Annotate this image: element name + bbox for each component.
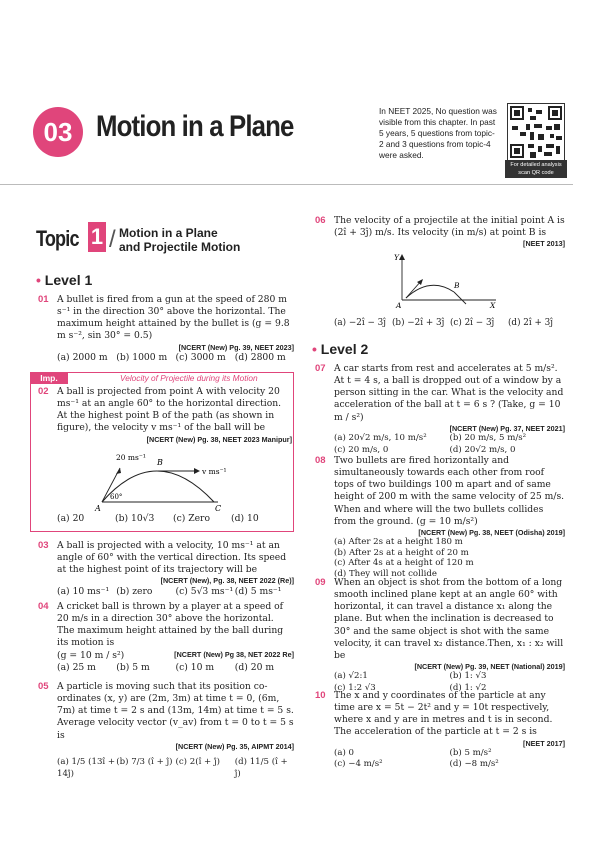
option-d[interactable]: (d) 1: √2 <box>449 682 487 693</box>
label-angle: 60° <box>110 493 123 501</box>
option-c[interactable]: (c) 2î − 3ĵ <box>450 318 495 328</box>
option-a[interactable]: (a) 10 ms⁻¹ <box>57 585 110 597</box>
option-b[interactable]: (b) After 2s at a height of 20 m <box>334 547 469 558</box>
options <box>57 586 294 598</box>
topic-name-line1: Motion in a Plane <box>119 226 218 240</box>
topic-label: Topic <box>36 226 79 251</box>
projectile-figure-q02 <box>90 450 250 512</box>
option-a[interactable]: (a) After 2s at a height 180 m <box>334 537 463 548</box>
option-d[interactable]: (d) They will not collide <box>334 568 437 579</box>
option-c[interactable]: (c) 2(î + ĵ) <box>175 757 221 768</box>
arrow-head-icon <box>399 254 405 260</box>
option-d[interactable]: (d) −8 m/s² <box>449 759 499 770</box>
question-06-options <box>334 318 566 330</box>
question-ref: [NCERT (New) Pg. 38, NEET (Odisha) 2019] <box>418 527 565 537</box>
question-ref: [NCERT (New) Pg. 35, AIPMT 2014] <box>175 741 294 751</box>
option-d[interactable]: (d) 2î + 3ĵ <box>508 318 553 328</box>
options <box>57 352 294 364</box>
question-text: A ball is projected with a velocity, 10 ms⁻¹ at an angle of 60° with the vertical direction. Its speed at the highest point of its trajectory will be <box>57 540 287 576</box>
options <box>57 662 294 674</box>
option-d[interactable]: (d) 10 <box>231 513 259 524</box>
option-b[interactable]: (b) 1: √3 <box>449 671 487 682</box>
question-ref: [NCERT (New) Pg. 39, NEET 2023] <box>178 342 294 352</box>
question-number: 09 <box>315 577 326 588</box>
option-c[interactable]: (c) Zero <box>173 513 210 524</box>
option-a[interactable]: (a) 1/5 (13î + 14ĵ) <box>57 757 116 779</box>
arrow-head-icon <box>116 468 121 474</box>
question-text: A ball is projected from point A with velocity 20 ms⁻¹ at an angle 60° to the horizontal direction. At the highest point B of the path (as shown in figure), the velocity v ms⁻¹ of the ball will be <box>57 386 282 434</box>
option-c[interactable]: (c) −4 m/s² <box>334 759 383 770</box>
question-text: A car starts from rest and accelerates at 5 m/s². At t = 4 s, a ball is dropped out of a window by a person sitting in the car. What is the velocity and acceleration of the ball at t = 6 s ? (Take, g = 10 m / s²) <box>334 363 564 423</box>
option-a[interactable]: (a) 2000 m <box>57 352 108 364</box>
question-ref: [NEET 2017] <box>523 738 565 748</box>
question-text: A bullet is fired from a gun at the speed of 280 m s⁻¹ in the direction 30° above the horizontal. The maximum height attained by the bullet is (g = 9.8 m s⁻², sin 30° = 0.5) <box>57 294 290 342</box>
option-b[interactable]: (b) 1000 m <box>116 352 168 364</box>
question-text: The velocity of a projectile at the initial point A is (2î + 3ĵ) m/s. Its velocity (in m/s) at point B is <box>334 215 565 239</box>
option-c[interactable]: (c) 5√3 ms⁻¹ <box>175 585 234 597</box>
question-05 <box>38 681 294 780</box>
trajectory-path <box>406 285 454 298</box>
chapter-header <box>0 0 600 190</box>
question-number: 02 <box>38 386 49 397</box>
header-divider <box>0 184 573 185</box>
option-d[interactable]: (d) 5 ms⁻¹ <box>234 585 282 597</box>
label-v: v ms⁻¹ <box>202 467 227 476</box>
imp-tag: Imp. <box>30 372 68 384</box>
question-ref: [NCERT (New) Pg. 39, NEET (National) 2019] <box>414 661 565 671</box>
question-number: 01 <box>38 294 49 305</box>
label-v0: 20 ms⁻¹ <box>116 453 146 462</box>
option-d[interactable]: (d) 20 m <box>234 661 275 673</box>
question-ref: [NCERT (New), Pg. 38, NEET 2022 (Re)] <box>160 576 294 586</box>
option-c[interactable]: (c) 20 m/s, 0 <box>334 444 389 455</box>
option-a[interactable]: (a) 20√2 m/s, 10 m/s² <box>334 433 427 444</box>
question-text: The x and y coordinates of the particle at any time are x = 5t − 2t² and y = 10t respectively, where x and y are in metres and t is in second. The acceleration of the particle at t = 2 s is <box>334 690 553 738</box>
question-10 <box>315 690 565 771</box>
option-a[interactable]: (a) 0 <box>334 748 355 759</box>
question-02-options <box>57 513 289 525</box>
option-d[interactable]: (d) 11/5 (î + ĵ) <box>234 757 288 779</box>
label-a: A <box>95 504 101 512</box>
option-b[interactable]: (b) 7/3 (î + ĵ) <box>116 757 173 768</box>
question-text: Two bullets are fired horizontally and simultaneously towards each other from roof tops of two buildings 100 m apart and of same height of 200 m with the same velocity of 25 m/s. When and where will the two bullets collides from the ground. (g = 10 m/s²) <box>334 455 565 527</box>
given-row <box>57 650 294 662</box>
question-ref: [NCERT (New) Pg. 37, NEET 2021] <box>449 423 565 433</box>
question-text: A particle is moving such that its position co-ordinates (x, y) are (2m, 3m) at time t = 0, (6m, 7m) at time t = 2 s and (13m, 14m) at time t = 5 s. Average velocity vector (v_av) from t = 0 to t = 5 s is <box>57 681 294 741</box>
label-x: X <box>490 301 496 310</box>
qr-caption: For detailed analysis scan QR code <box>505 160 567 178</box>
option-b[interactable]: (b) −2î + 3ĵ <box>392 318 445 328</box>
question-number: 07 <box>315 363 326 374</box>
question-03 <box>38 540 294 598</box>
option-b[interactable]: (b) 10√3 <box>115 513 155 524</box>
question-07 <box>315 363 565 456</box>
question-ref: [NCERT (New) Pg 38, NET 2022 Re] <box>174 649 294 659</box>
question-text: When an object is shot from the bottom of a long smooth inclined plane kept at an angle 60° with horizontal, it can travel a distance x₁ along the plane. But when the inclination is decreased to 30° and the same object is shot with the same velocity, it can travel x₂ distance.Then, x₁ : x₂ will be <box>334 577 564 661</box>
option-b[interactable]: (b) zero <box>116 585 153 597</box>
chapter-number-badge: 03 <box>33 107 83 157</box>
arrow-head-icon <box>194 468 200 474</box>
bullet-icon: • <box>36 272 45 288</box>
topic-number: 1 <box>88 222 106 252</box>
qr-code-icon <box>507 103 565 161</box>
level-1-heading <box>36 271 92 289</box>
given-value: (g = 10 m / s²) <box>57 649 125 661</box>
option-a[interactable]: (a) √2:1 <box>334 671 368 682</box>
options <box>334 433 565 456</box>
bullet-icon: • <box>312 341 321 357</box>
question-02 <box>38 386 292 444</box>
question-01 <box>38 294 294 364</box>
projectile-figure-q06 <box>392 252 502 310</box>
velocity-arrow-b <box>454 292 466 304</box>
option-d[interactable]: (d) 2800 m <box>234 352 286 364</box>
topic-name-line2: and Projectile Motion <box>119 240 241 254</box>
options <box>334 537 565 579</box>
topic-name <box>119 226 259 254</box>
label-a: A <box>396 301 402 310</box>
question-ref: [NEET 2013] <box>523 239 565 249</box>
question-number: 08 <box>315 455 326 466</box>
options <box>57 757 294 780</box>
question-ref: [NCERT (New) Pg. 38, NEET 2023 Manipur] <box>146 434 292 444</box>
imp-note: Velocity of Projectile during its Motion <box>120 373 258 383</box>
option-b[interactable]: (b) 5 m <box>116 661 150 673</box>
label-b: B <box>454 281 460 290</box>
question-09 <box>315 577 565 694</box>
question-06 <box>315 215 565 249</box>
option-b[interactable]: (b) 20 m/s, 5 m/s² <box>449 433 527 444</box>
option-a[interactable]: (a) −2î − 3ĵ <box>334 318 386 328</box>
label-c: C <box>215 504 222 512</box>
option-a[interactable]: (a) 20 <box>57 513 85 524</box>
level-2-label: Level 2 <box>320 341 369 357</box>
question-number: 05 <box>38 681 49 692</box>
question-number: 10 <box>315 690 326 701</box>
question-04 <box>38 601 294 674</box>
question-number: 03 <box>38 540 49 551</box>
option-d[interactable]: (d) 20√2 m/s, 0 <box>449 444 516 455</box>
level-1-label: Level 1 <box>44 272 93 288</box>
level-2-heading <box>312 340 368 358</box>
topic-slash: / <box>109 226 116 253</box>
label-y: Y <box>394 253 399 262</box>
option-c[interactable]: (c) After 4s at a height of 120 m <box>334 558 474 569</box>
options <box>334 748 565 771</box>
label-b: B <box>157 458 163 467</box>
question-text: A cricket ball is thrown by a player at a speed of 20 m/s in a direction 30° above the horizontal. The maximum height attained by the ball during its motion is <box>57 601 284 649</box>
option-a[interactable]: (a) 25 m <box>57 661 96 673</box>
option-c[interactable]: (c) 10 m <box>175 661 215 673</box>
neet-analysis-note: In NEET 2025, No question was visible from this chapter. In past 5 years, 5 questions from topic-2 and 3 questions from topic-4 were asked. <box>379 106 497 160</box>
option-c[interactable]: (c) 3000 m <box>175 352 226 364</box>
option-b[interactable]: (b) 5 m/s² <box>449 748 492 759</box>
chapter-title: Motion in a Plane <box>96 110 294 143</box>
question-08 <box>315 455 565 579</box>
option-c[interactable]: (c) 1:2 √3 <box>334 682 376 693</box>
question-number: 04 <box>38 601 49 612</box>
question-number: 06 <box>315 215 326 226</box>
